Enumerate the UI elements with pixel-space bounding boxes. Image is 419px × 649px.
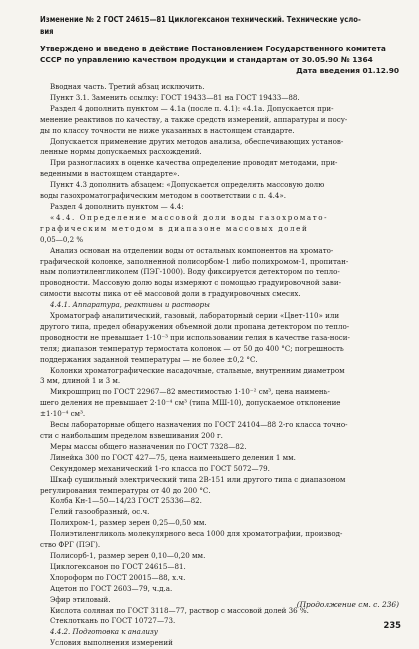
text-line: Хроматограф аналитический, газовый, лабораторный серии «Цвет-110» или [50,311,340,321]
text-line: регулирования температуры от 40 до 200 °С. [40,485,211,495]
amendment-title-continuation: вия [40,27,54,36]
text-line: проводности не превышает 1·10⁻³ при использовании гелия в качестве газа-носи- [40,332,350,342]
text-line: Гелий газообразный, ос.ч. [50,507,150,517]
text-line: Микрошприц по ГОСТ 22967—82 вместимостью 1·10⁻² см³, цена наимень- [50,387,330,397]
page-number: 235 [383,620,401,630]
text-line: При разногласиях в оценке качества определение проводят методами, при- [50,158,338,168]
text-line: воды газохроматографическим методом в соответствии с п. 4.4». [40,191,287,201]
text-line: Пункт 3.1. Заменить ссылку: ГОСТ 19433—81 на ГОСТ 19433—88. [50,92,300,102]
text-line: Циклогексанон по ГОСТ 24615—81. [50,561,186,571]
text-line: 3 мм, длиной 1 и 3 м. [40,376,121,386]
text-line: Шкаф сушильный электрический типа 2В-151 или другого типа с диапазоном [50,474,346,484]
text-line: Ацетон по ГОСТ 2603—79, ч.д.а. [50,583,173,593]
text-line: Меры массы общего назначения по ГОСТ 7328—82. [50,441,247,451]
text-line: Кислота соляная по ГОСТ 3118—77, раствор с массовой долей 36 %. [50,605,309,615]
text-line: Эфир этиловый. [50,594,111,604]
continuation-note: (Продолжение см. с. 236) [296,600,399,609]
text-line: теля; диапазон температур термостата колонок — от 50 до 400 °С; погрешность [40,343,344,353]
text-line: ды по классу точности не ниже указанных в настоящем стандарте. [40,125,295,135]
text-line: поддержания заданной температуры — не более ±0,2 °С. [40,354,258,364]
document-body [40,82,399,649]
text-line: графическим методом в диапазоне массовых долей [40,223,309,233]
text-line: Колонки хроматографические насадочные, стальные, внутренним диаметром [50,365,345,375]
text-line: проводности. Массовую долю воды измеряют с помощью градуировочной зави- [40,278,342,288]
text-line: 0,05—0,2 % [40,234,84,244]
text-line: Полихром-1, размер зерен 0,25—0,50 мм. [50,518,207,528]
text-line: Пункт 4.3 дополнить абзацем: «Допускается определять массовую долю [50,180,325,190]
text-line: ленные нормы допускаемых расхождений. [40,147,202,157]
text-line: Хлороформ по ГОСТ 20015—88, х.ч. [50,572,186,582]
text-line: Линейка 300 по ГОСТ 427—75, цена наименьшего деления 1 мм. [50,452,296,462]
text-line: другого типа, предел обнаружения объемной доли пропана детектором по тепло- [40,321,350,331]
text-line: веденными в настоящем стандарте». [40,169,180,179]
text-line: ным полиэтиленгликолем (ПЭГ-1000). Воду фиксируется детектором по тепло- [40,267,340,277]
text-line: Раздел 4 дополнить пунктом — 4.4: [50,201,184,211]
text-line: 4.4.1. Аппаратура, реактивы и растворы [50,300,210,310]
text-line: шего деления не превышает 2·10⁻⁴ см³ (типа МШ-10), допускаемое отклонение [40,398,341,408]
text-line: симости высоты пика от её массовой доли в градуировочных смесях. [40,289,301,299]
text-line: Колба Кн-1—50—14/23 ГОСТ 25336—82. [50,496,202,506]
text-line: Секундомер механический 1-го класса по ГОСТ 5072—79. [50,463,270,473]
text-line: Весы лабораторные общего назначения по ГОСТ 24104—88 2-го класса точно- [50,420,348,430]
text-line: 4.4.2. Подготовка к анализу [50,627,158,637]
approval-line: Утверждено и введено в действие Постановлением Государственного комитета [40,44,386,53]
effective-date: Дата введения 01.12.90 [296,66,399,75]
text-line: «4.4. Определение массовой доли воды газохромато- [50,212,329,222]
text-line: Полиэтиленгликоль молекулярного веса 1000 для хроматографии, производ- [50,529,343,539]
text-line: сти с наибольшим пределом взвешивания 200 г. [40,431,223,440]
text-line: Условия выполнения измерений [50,638,173,648]
text-line: Вводная часть. Третий абзац исключить. [50,82,205,91]
text-line: Раздел 4 дополнить пунктом — 4.1а (после п. 4.1): «4.1а. Допускается при- [50,103,334,113]
text-line: Стеклоткань по ГОСТ 10727—73. [50,616,176,626]
text-line: графической колонке, заполненной полисорбом-1 либо полихромом-1, пропитан- [40,256,349,266]
text-line: Допускается применение других методов анализа, обеспечивающих установ- [50,136,344,146]
text-line: Анализ основан на отделении воды от остальных компонентов на хромато- [50,245,334,255]
approval-line: СССР по управлению качеством продукции и стандартам от 30.05.90 № 1364 [40,55,373,64]
amendment-title: Изменение № 2 ГОСТ 24615—81 Циклогексанон технический. Технические усло- [40,15,361,24]
text-line: ство ФРГ (ПЭГ). [40,540,101,550]
approval-block [40,43,399,65]
text-line: Полисорб-1, размер зерен 0,10—0,20 мм. [50,550,206,560]
text-line: ±1·10⁻⁴ см³. [40,409,86,419]
text-line: менение реактивов по качеству, а также средств измерений, аппаратуры и посу- [40,114,348,124]
